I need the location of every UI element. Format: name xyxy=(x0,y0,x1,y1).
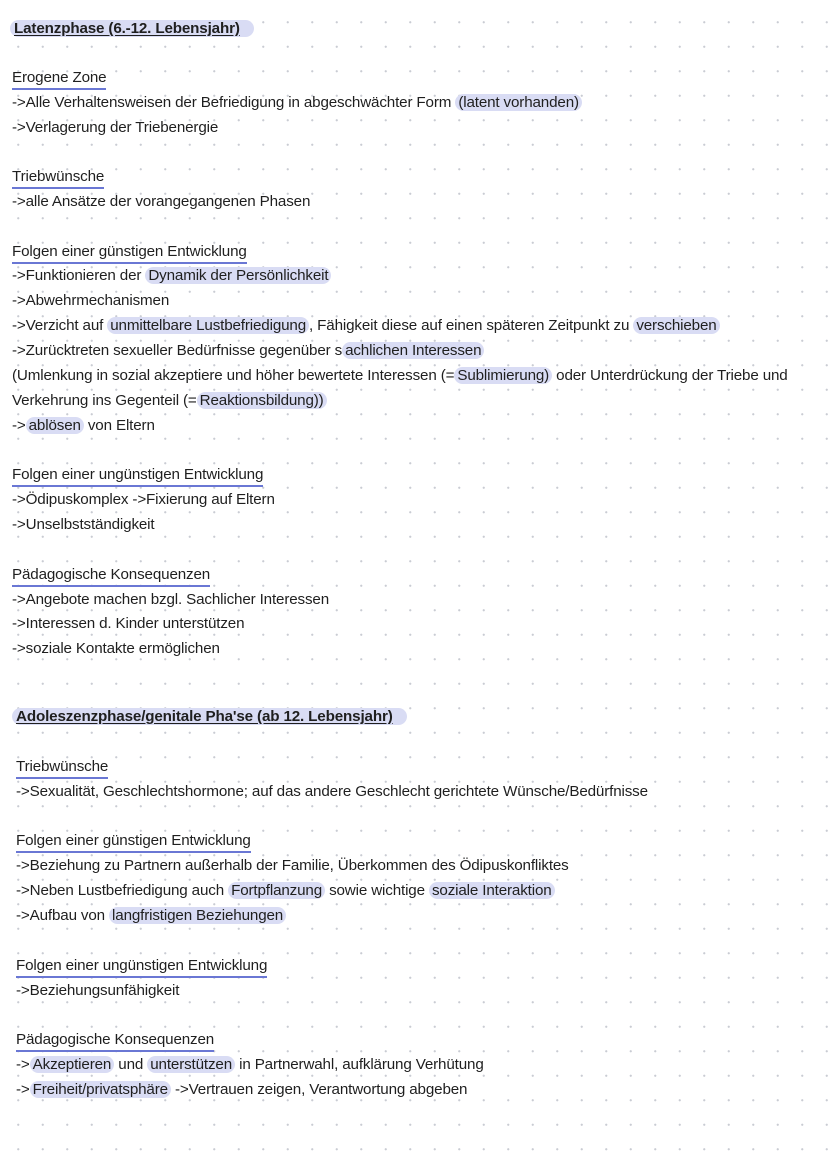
heading-text: Folgen einer ungünstigen Entwicklung xyxy=(12,466,263,487)
text-line: ->Verlagerung der Triebenergie xyxy=(12,119,219,136)
heading-text: Triebwünsche xyxy=(12,168,104,189)
text-line xyxy=(12,341,484,361)
text-segment: ->Aufbau von xyxy=(16,907,110,924)
text-line: ->Interessen d. Kinder unterstützen xyxy=(12,615,245,632)
text-line: ->Ödipuskomplex ->Fixierung auf Eltern xyxy=(12,491,275,508)
highlighted-text: achlichen Interessen xyxy=(342,342,484,359)
highlighted-text: unterstützen xyxy=(147,1056,235,1073)
text-line xyxy=(12,366,788,386)
heading-triebwuensche xyxy=(12,167,104,189)
text-segment: in Partnerwahl, aufklärung Verhütung xyxy=(235,1056,484,1073)
latenz-title: Latenzphase (6.-12. Lebensjahr) xyxy=(10,20,254,37)
highlighted-text: Reaktionsbildung)) xyxy=(197,392,327,409)
highlighted-text: (latent vorhanden) xyxy=(455,94,582,111)
text-segment: von Eltern xyxy=(83,417,155,434)
highlighted-text: Akzeptieren xyxy=(30,1056,115,1073)
text-line xyxy=(12,93,582,113)
highlighted-text: verschieben xyxy=(633,317,719,334)
heading-unguenstige-entwicklung xyxy=(12,465,263,487)
text-line: ->Sexualität, Geschlechtshormone; auf das andere Geschlecht gerichtete Wünsche/Bedürfnisse xyxy=(16,783,648,800)
text-segment: (Umlenkung in sozial akzeptiere und höher bewertete Interessen (= xyxy=(12,367,455,384)
heading-guenstige-entwicklung xyxy=(16,831,251,853)
text-segment: ->Vertrauen zeigen, Verantwortung abgeben xyxy=(170,1081,468,1098)
highlighted-text: soziale Interaktion xyxy=(429,882,555,899)
text-segment: -> xyxy=(16,1081,30,1098)
heading-text: Erogene Zone xyxy=(12,69,106,90)
heading-text: Triebwünsche xyxy=(16,758,108,779)
text-segment: oder Unterdrückung der Triebe und xyxy=(552,367,788,384)
text-segment: Verkehrung ins Gegenteil (= xyxy=(12,392,197,409)
text-line xyxy=(16,906,286,926)
heading-paedagogische-konsequenzen xyxy=(16,1030,214,1052)
highlighted-text: Dynamik der Persönlichkeit xyxy=(145,267,331,284)
text-segment: ->Zurücktreten sexueller Bedürfnisse gegenüber s xyxy=(12,342,343,359)
heading-text: Pädagogische Konsequenzen xyxy=(16,1031,214,1052)
text-line: ->Unselbstständigkeit xyxy=(12,516,155,533)
text-segment: -> xyxy=(16,1056,30,1073)
heading-text: Folgen einer günstigen Entwicklung xyxy=(16,832,251,853)
text-line xyxy=(12,316,720,336)
text-segment: sowie wichtige xyxy=(325,882,429,899)
section-title-latenz xyxy=(10,19,254,39)
heading-erogene-zone xyxy=(12,68,106,90)
adoleszenz-title: Adoleszenzphase/genitale Pha'se (ab 12. Lebensjahr) xyxy=(12,708,407,725)
heading-unguenstige-entwicklung xyxy=(16,956,267,978)
highlighted-text: Fortpflanzung xyxy=(228,882,325,899)
text-line: ->Abwehrmechanismen xyxy=(12,292,170,309)
text-segment: -> xyxy=(12,417,26,434)
text-segment: ->Neben Lustbefriedigung auch xyxy=(16,882,229,899)
text-line xyxy=(16,1080,467,1100)
text-line: ->Beziehungsunfähigkeit xyxy=(16,982,180,999)
text-segment: ->Funktionieren der xyxy=(12,267,146,284)
highlighted-text: langfristigen Beziehungen xyxy=(109,907,286,924)
text-segment: , Fähigkeit diese auf einen späteren Zeitpunkt zu xyxy=(309,317,634,334)
text-line: ->alle Ansätze der vorangegangenen Phasen xyxy=(12,193,311,210)
text-line: ->Angebote machen bzgl. Sachlicher Interessen xyxy=(12,591,330,608)
heading-paedagogische-konsequenzen xyxy=(12,565,210,587)
highlighted-text: Sublimierung) xyxy=(454,367,552,384)
text-segment: und xyxy=(114,1056,148,1073)
highlighted-text: unmittelbare Lustbefriedigung xyxy=(107,317,309,334)
text-line xyxy=(16,881,555,901)
text-line xyxy=(16,1055,484,1075)
heading-text: Folgen einer günstigen Entwicklung xyxy=(12,243,247,264)
heading-triebwuensche xyxy=(16,757,108,779)
section-title-adoleszenz xyxy=(12,707,407,727)
text-line: ->Beziehung zu Partnern außerhalb der Familie, Überkommen des Ödipuskonfliktes xyxy=(16,857,569,874)
highlighted-text: ablösen xyxy=(26,417,84,434)
heading-text: Pädagogische Konsequenzen xyxy=(12,566,210,587)
text-segment: ->Alle Verhaltensweisen der Befriedigung in abgeschwächter Form xyxy=(12,94,456,111)
heading-text: Folgen einer ungünstigen Entwicklung xyxy=(16,957,267,978)
text-line xyxy=(12,391,327,411)
text-line: ->soziale Kontakte ermöglichen xyxy=(12,640,220,657)
heading-guenstige-entwicklung xyxy=(12,242,247,264)
text-segment: ->Verzicht auf xyxy=(12,317,108,334)
highlighted-text: Freiheit/privatsphäre xyxy=(30,1081,171,1098)
text-line xyxy=(12,416,155,436)
text-line xyxy=(12,266,331,286)
